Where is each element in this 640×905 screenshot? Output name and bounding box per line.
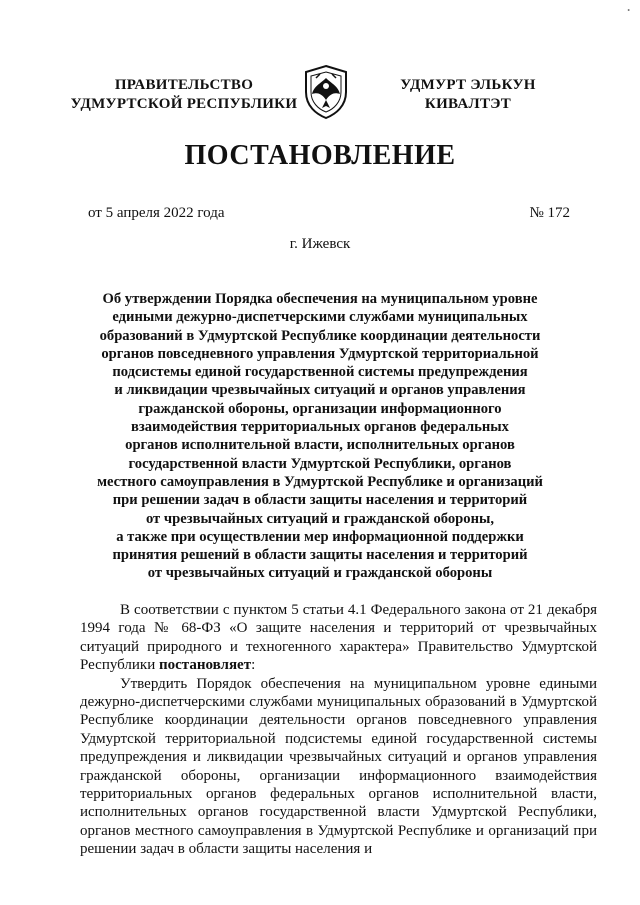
issuer-line-1: ПРАВИТЕЛЬСТВО — [114, 77, 254, 93]
document-number: № 172 — [529, 205, 570, 221]
issuer-udmurt-line-2: КИВАЛТЭТ — [424, 96, 512, 112]
issuer-line-2: УДМУРТСКОЙ РЕСПУБЛИКИ — [70, 96, 298, 112]
resolution-paragraph: Утвердить Порядок обеспечения на муниципальном уровне едиными дежурно-диспетчерскими службами муниципальных образований в Удмуртской Республике координации деятельности органов повседневного управления Удмуртской территориальной подсистемы единой государственной системы предупреждения и ликвидации чрезвычайных ситуаций и органов управления гражданской обороны, организации информационного взаимодействия территориальных органов федеральных органов исполнительной власти, исполнительных органов государственной власти Удмуртской Республики, органов местного самоуправления в Удмуртской Республике и организаций при решении задач в области защиты населения и — [80, 675, 597, 858]
title-line: государственной власти Удмуртской Республики, органов — [128, 455, 512, 472]
preamble-text: В соответствии с пунктом 5 статьи 4.1 Федерального закона от 21 декабря 1994 года № 68-ФЗ «О защите населения и территорий от чрезвычайных ситуаций природного и техногенного характера» Правительство Удмуртской Республики — [80, 602, 597, 674]
issuer-udmurt-line-1: УДМУРТ ЭЛЬКУН — [400, 77, 536, 93]
preamble-paragraph — [80, 601, 597, 675]
title-line: при решении задач в области защиты населения и территорий — [112, 492, 528, 509]
document-city: г. Ижевск — [289, 236, 351, 252]
title-line: подсистемы единой государственной системы предупреждения — [112, 364, 528, 381]
preamble-colon: : — [251, 657, 256, 674]
title-line: органов исполнительной власти, исполнительных органов — [125, 437, 515, 454]
title-line: и ликвидации чрезвычайных ситуаций и органов управления — [114, 382, 526, 399]
title-line: органов повседневного управления Удмуртской территориальной — [101, 345, 539, 362]
issuer-name-udmurt — [368, 76, 568, 114]
title-line: гражданской обороны, организации информационного — [138, 400, 502, 417]
document-title — [60, 290, 580, 583]
title-line: образований в Удмуртской Республике координации деятельности — [99, 327, 541, 344]
title-line: принятия решений в области защиты населения и территорий — [112, 547, 528, 564]
title-line: от чрезвычайных ситуаций и гражданской обороны, — [145, 510, 495, 527]
title-line: местного самоуправления в Удмуртской Республике и организаций — [97, 473, 543, 490]
title-line: а также при осуществлении мер информационной поддержки — [116, 528, 524, 545]
title-line: едиными дежурно-диспетчерскими службами муниципальных — [112, 309, 528, 326]
title-line: от чрезвычайных ситуаций и гражданской обороны — [147, 565, 493, 582]
issuer-name-russian — [64, 76, 304, 114]
document-body — [80, 601, 597, 859]
resolves-keyword: постановляет — [159, 657, 252, 674]
corner-mark: • — [627, 6, 630, 15]
document-type: ПОСТАНОВЛЕНИЕ — [184, 140, 456, 171]
title-line: взаимодействия территориальных органов федеральных — [131, 419, 509, 436]
title-line: Об утверждении Порядка обеспечения на муниципальном уровне — [102, 291, 538, 307]
document-date: от 5 апреля 2022 года — [88, 205, 225, 221]
coat-of-arms-icon — [302, 64, 350, 120]
